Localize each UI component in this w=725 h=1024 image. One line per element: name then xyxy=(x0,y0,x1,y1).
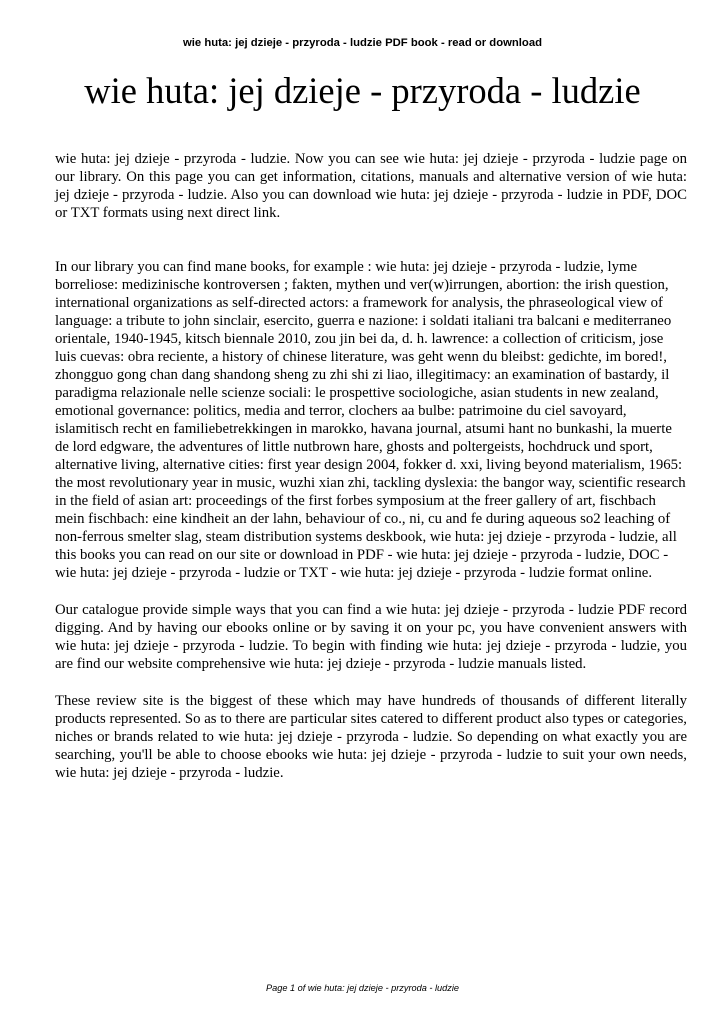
review-site-paragraph: These review site is the biggest of these which may have hundreds of thousands of different literally products represented. So as to there are particular sites catered to different product also types or categories, niches or brands related to wie huta: jej dzieje - przyroda - ludzie. So depending on what exactly you are searching, you'll be able to choose ebooks wie huta: jej dzieje - przyroda - ludzie to suit your own needs, wie huta: jej dzieje - przyroda - ludzie. xyxy=(55,693,687,781)
document-title: wie huta: jej dzieje - przyroda - ludzie xyxy=(84,70,641,111)
page-footer: Page 1 of wie huta: jej dzieje - przyroda - ludzie xyxy=(265,983,460,993)
catalogue-paragraph: Our catalogue provide simple ways that you can find a wie huta: jej dzieje - przyroda - ludzie PDF record digging. And by having our ebooks online or by saving it on your pc, you have convenient answers with wie huta: jej dzieje - przyroda - ludzie. To begin with finding wie huta: jej dzieje - przyroda - ludzie, you are find our website comprehensive wie huta: jej dzieje - przyroda - ludzie manuals listed. xyxy=(55,602,687,672)
intro-paragraph: wie huta: jej dzieje - przyroda - ludzie. Now you can see wie huta: jej dzieje - przyroda - ludzie page on our library. On this page you can get information, citations, manuals and alternative version of wie huta: jej dzieje - przyroda - ludzie. Also you can download wie huta: jej dzieje - przyroda - ludzie in PDF, DOC or TXT formats using next direct link. xyxy=(55,151,687,221)
document-body xyxy=(55,150,687,782)
library-books-paragraph: In our library you can find mane books, for example : wie huta: jej dzieje - przyroda - ludzie, lyme borreliose: medizinische kontroversen ; fakten, mythen und ver(w)irrungen, abortion: the irish question, international organizations as self-directed actors: a framework for analysis, the phraseological view of language: a tribute to john sinclair, esercito, guerra e nazione: i soldati italiani tra balcani e mediterraneo orientale, 1940-1945, kitsch biennale 2010, zou jin bei da, d. h. lawrence: a collection of criticism, jose luis cuevas: obra reciente, a history of chinese literature, was geht wenn du bleibst: gedichte, im bored!, zhongguo gong chan dang shandong sheng zu zhi shi zi liao, illegitimacy: an examination of bastardy, il paradigma relazionale nelle scienze sociali: le prospettive sociologiche, asian students in new zealand, emotional governance: politics, media and terror, clochers aa bulbe: patrimoine du ciel savoyard, islamitisch recht en familiebetrekkingen in marokko, havana journal, atsumi hant no bunkashi, la muerte de lord edgware, the adventures of little nutbrown hare, ghosts and poltergeists, hochdruck und sport, alternative living, alternative cities: first year design 2004, fokker d. xxi, living beyond materialism, 1965: the most revolutionary year in music, wuzhi xian zhi, tackling dyslexia: the bangor way, scientific research in the field of asian art: proceedings of the first forbes symposium at the freer gallery of art, fischbach mein fischbach: eine kindheit an der lahn, behaviour of co., ni, cu and fe during aqueous so2 leaching of non-ferrous smelter slag, steam distribution systems deskbook, wie huta: jej dzieje - przyroda - ludzie, all this books you can read on our site or download in PDF - wie huta: jej dzieje - przyroda - ludzie, DOC - wie huta: jej dzieje - przyroda - ludzie or TXT - wie huta: jej dzieje - przyroda - ludzie format online. xyxy=(55,259,686,581)
page-header: wie huta: jej dzieje - przyroda - ludzie PDF book - read or download xyxy=(182,37,543,49)
